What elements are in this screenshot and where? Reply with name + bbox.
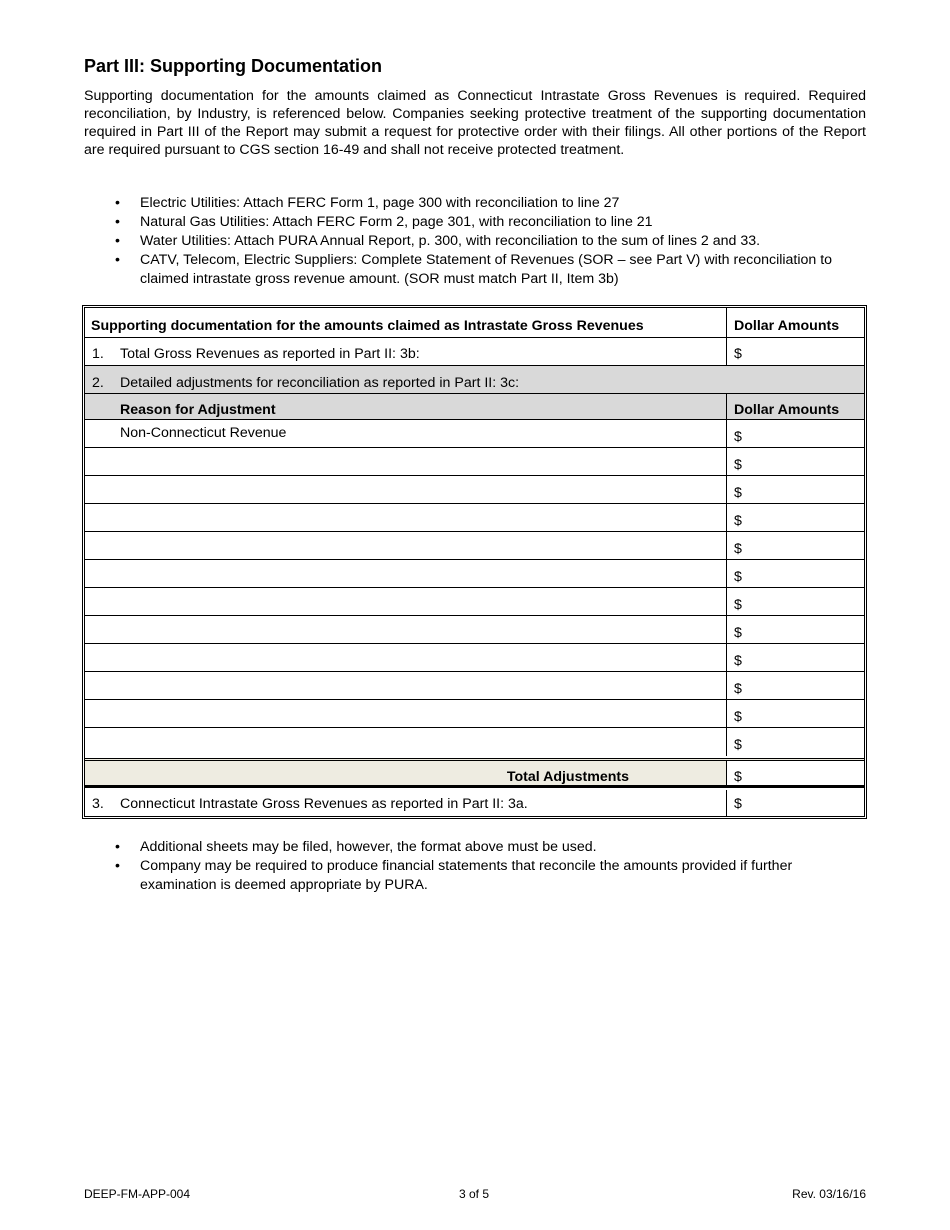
adjustment-reason-field[interactable]	[85, 560, 727, 587]
total-adjustments-label: Total Adjustments	[506, 769, 629, 785]
adjustment-header-row	[85, 394, 864, 420]
adjustment-reason-field[interactable]	[85, 588, 727, 615]
adjustment-reason-field[interactable]: Non-Connecticut Revenue	[85, 420, 727, 447]
bullet-icon: •	[115, 252, 120, 268]
bullet-icon: •	[115, 839, 120, 855]
adjustment-amount-field[interactable]: $	[734, 485, 742, 501]
adjustment-reason-field[interactable]	[85, 532, 727, 559]
table-row: 1. Total Gross Revenues as reported in Part II: 3b: $	[85, 338, 864, 366]
total-adjustments-row	[85, 758, 864, 788]
adjustment-row	[85, 644, 864, 672]
page-number: 3 of 5	[459, 1187, 490, 1201]
adjustment-row	[85, 588, 864, 616]
adjustment-row	[85, 504, 864, 532]
adjustment-amount-field[interactable]: $	[734, 709, 742, 725]
adjustment-amount-field[interactable]: $	[734, 737, 742, 753]
adjustment-row	[85, 728, 864, 756]
total-gross-revenues-label: Total Gross Revenues as reported in Part II: 3b:	[120, 346, 420, 362]
adjustment-amount-field[interactable]: $	[734, 569, 742, 585]
adjustment-amount-field[interactable]: $	[734, 541, 742, 557]
dollar-amounts-header: Dollar Amounts	[734, 402, 840, 418]
total-adjustments-field[interactable]: $	[727, 761, 864, 785]
adjustment-reason-field[interactable]	[85, 700, 727, 727]
adjustment-reason-field[interactable]	[85, 448, 727, 475]
table-header-row	[85, 308, 864, 338]
adjustment-reason-field[interactable]	[85, 616, 727, 643]
adjustment-amount-field[interactable]: $	[734, 597, 742, 613]
adjustment-row	[85, 532, 864, 560]
adjustment-row	[85, 672, 864, 700]
page-title: Part III: Supporting Documentation	[84, 56, 382, 76]
adjustment-amount-field[interactable]: $	[734, 653, 742, 669]
revision-date: Rev. 03/16/16	[792, 1187, 866, 1201]
bullet-icon: •	[115, 214, 120, 230]
table-row: 3. Connecticut Intrastate Gross Revenues as reported in Part II: 3a. $	[85, 790, 864, 816]
list-item: • Company may be required to produce financial statements that reconcile the amounts provided if further examination is deemed appropriate by PURA.	[115, 858, 793, 893]
adjustment-row	[85, 700, 864, 728]
adjustment-row	[85, 476, 864, 504]
reconciliation-table	[82, 305, 867, 819]
adjustment-reason-field[interactable]	[85, 672, 727, 699]
adjustment-amount-field[interactable]: $	[734, 513, 742, 529]
adjustment-amount-field[interactable]: $	[734, 457, 742, 473]
adjustment-amount-field[interactable]: $	[734, 625, 742, 641]
adjustment-reason-field[interactable]	[85, 644, 727, 671]
adjustment-row	[85, 420, 864, 448]
detailed-adjustments-label: Detailed adjustments for reconciliation as reported in Part II: 3c:	[120, 375, 520, 391]
adjustment-reason-field[interactable]	[85, 728, 727, 756]
table-header: Supporting documentation for the amounts claimed as Intrastate Gross Revenues	[91, 318, 644, 334]
form-id: DEEP-FM-APP-004	[84, 1187, 191, 1201]
adjustment-amount-field[interactable]: $	[734, 429, 742, 445]
notes-list	[84, 838, 866, 895]
adjustment-reason-field[interactable]	[85, 476, 727, 503]
bullet-icon: •	[115, 858, 120, 874]
bullet-icon: •	[115, 195, 120, 211]
adjustment-row	[85, 448, 864, 476]
adjustment-row	[85, 616, 864, 644]
adjustment-row	[85, 560, 864, 588]
intrastate-gross-revenues-label: Connecticut Intrastate Gross Revenues as reported in Part II: 3a.	[120, 796, 528, 812]
list-item: • Electric Utilities: Attach FERC Form 1, page 300 with reconciliation to line 27	[115, 195, 620, 211]
adjustment-amount-field[interactable]: $	[734, 681, 742, 697]
adjustment-reason-field[interactable]	[85, 504, 727, 531]
reason-header: Reason for Adjustment	[120, 402, 276, 418]
list-item: • CATV, Telecom, Electric Suppliers: Complete Statement of Revenues (SOR – see Part V) with reconciliation to claimed intrastate gross revenue amount. (SOR must match Part II, Item 3b)	[115, 252, 833, 287]
total-gross-revenues-field[interactable]: $	[734, 346, 742, 362]
intro-paragraph: Supporting documentation for the amounts claimed as Connecticut Intrastate Gross Revenues is required. Required reconciliation, by Industry, is referenced below. Companies seeking protective treatment of the supporting documentation required in Part III of the Report may submit a request for protective order with their filings. All other portions of the Report are required pursuant to CGS section 16-49 and shall not receive protected treatment.	[84, 88, 866, 158]
list-item: • Water Utilities: Attach PURA Annual Report, p. 300, with reconciliation to the sum of lines 2 and 33.	[115, 233, 761, 249]
list-item: • Additional sheets may be filed, however, the format above must be used.	[115, 839, 597, 855]
table-row: 2. Detailed adjustments for reconciliation as reported in Part II: 3c:	[85, 366, 864, 394]
list-item: • Natural Gas Utilities: Attach FERC Form 2, page 301, with reconciliation to line 21	[115, 214, 653, 230]
intrastate-gross-revenues-field[interactable]: $	[734, 796, 742, 812]
industry-requirements-list	[84, 194, 866, 289]
bullet-icon: •	[115, 233, 120, 249]
dollar-amounts-header: Dollar Amounts	[734, 318, 840, 334]
